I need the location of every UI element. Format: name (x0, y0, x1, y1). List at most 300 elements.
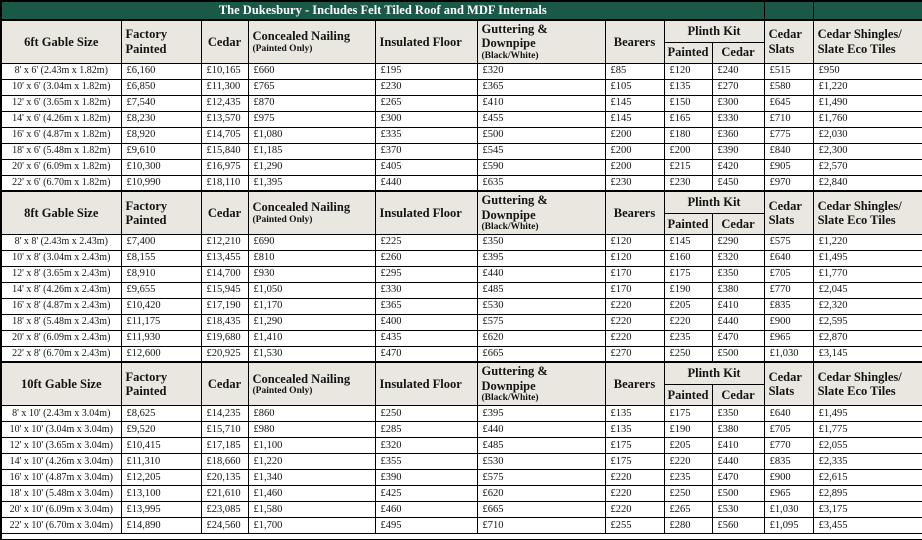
plinth-painted-cell: £180 (664, 127, 712, 143)
size-cell: 10' x 8' (3.04m x 2.43m) (1, 250, 121, 266)
concealed-nailing-cell: £660 (248, 63, 375, 79)
table-row (1, 111, 922, 127)
insulated-floor-cell: £425 (375, 486, 477, 502)
factory-painted-header: Factory Painted (121, 191, 201, 234)
cedar-cell: £11,300 (201, 79, 248, 95)
factory-painted-cell: £9,520 (121, 422, 201, 438)
cedar-shingles-cell: £1,775 (813, 422, 922, 438)
concealed-nailing-cell: £765 (248, 79, 375, 95)
guttering-cell: £395 (477, 250, 605, 266)
cedar-cell: £20,925 (201, 346, 248, 362)
cedar-cell: £12,435 (201, 95, 248, 111)
partial-row (1, 534, 922, 540)
concealed-nailing-cell: £1,340 (248, 470, 375, 486)
bearers-cell: £120 (605, 234, 664, 250)
page-title: The Dukesbury - Includes Felt Tiled Roof and MDF Internals (1, 1, 764, 20)
plinth-painted-cell: £235 (664, 470, 712, 486)
guttering-cell: £440 (477, 422, 605, 438)
plinth-cedar-cell: £440 (712, 314, 764, 330)
cedar-slats-cell: £970 (764, 175, 813, 191)
plinth-painted-header: Painted (664, 384, 712, 405)
factory-painted-cell: £10,415 (121, 438, 201, 454)
plinth-painted-cell: £280 (664, 518, 712, 534)
table-row (1, 346, 922, 362)
size-cell: 16' x 6' (4.87m x 1.82m) (1, 127, 121, 143)
cedar-slats-cell: £640 (764, 406, 813, 422)
size-cell: 20' x 10' (6.09m x 3.04m) (1, 502, 121, 518)
plinth-painted-cell: £135 (664, 79, 712, 95)
plinth-cedar-cell: £500 (712, 346, 764, 362)
plinth-cedar-cell: £440 (712, 454, 764, 470)
concealed-nailing-cell: £975 (248, 111, 375, 127)
cedar-cell: £13,570 (201, 111, 248, 127)
plinth-painted-cell: £215 (664, 159, 712, 175)
plinth-cedar-cell: £410 (712, 298, 764, 314)
insulated-floor-cell: £225 (375, 234, 477, 250)
table-row (1, 330, 922, 346)
bearers-cell: £175 (605, 454, 664, 470)
insulated-floor-cell: £355 (375, 454, 477, 470)
plinth-cedar-cell: £380 (712, 422, 764, 438)
guttering-cell: £530 (477, 298, 605, 314)
bearers-cell: £220 (605, 502, 664, 518)
cedar-cell: £20,135 (201, 470, 248, 486)
size-cell: 22' x 10' (6.70m x 3.04m) (1, 518, 121, 534)
concealed-nailing-header (248, 362, 375, 405)
section-rows-6ft (1, 63, 922, 191)
insulated-floor-cell: £295 (375, 266, 477, 282)
concealed-nailing-cell: £1,580 (248, 502, 375, 518)
insulated-floor-cell: £460 (375, 502, 477, 518)
table-row (1, 234, 922, 250)
cedar-shingles-cell: £1,490 (813, 95, 922, 111)
guttering-cell: £545 (477, 143, 605, 159)
guttering-cell: £635 (477, 175, 605, 191)
insulated-floor-cell: £370 (375, 143, 477, 159)
factory-painted-cell: £11,175 (121, 314, 201, 330)
plinth-cedar-cell: £290 (712, 234, 764, 250)
size-column-header: 8ft Gable Size (1, 191, 121, 234)
concealed-nailing-cell: £1,220 (248, 454, 375, 470)
plinth-cedar-cell: £350 (712, 406, 764, 422)
table-row (1, 298, 922, 314)
concealed-nailing-label: Concealed Nailing (252, 29, 351, 44)
cedar-slats-cell: £900 (764, 314, 813, 330)
factory-painted-cell: £6,160 (121, 63, 201, 79)
guttering-cell: £590 (477, 159, 605, 175)
bearers-cell: £145 (605, 111, 664, 127)
size-cell: 18' x 8' (5.48m x 2.43m) (1, 314, 121, 330)
size-column-header: 10ft Gable Size (1, 362, 121, 405)
guttering-header (477, 20, 605, 63)
factory-painted-cell: £12,600 (121, 346, 201, 362)
cedar-slats-cell: £840 (764, 143, 813, 159)
cedar-slats-cell: £645 (764, 95, 813, 111)
cedar-slats-cell: £965 (764, 486, 813, 502)
plinth-painted-cell: £265 (664, 502, 712, 518)
bearers-cell: £135 (605, 422, 664, 438)
plinth-cedar-cell: £560 (712, 518, 764, 534)
plinth-cedar-cell: £450 (712, 175, 764, 191)
cedar-slats-cell: £900 (764, 470, 813, 486)
bearers-cell: £220 (605, 486, 664, 502)
guttering-cell: £710 (477, 518, 605, 534)
table-title-row (1, 1, 922, 20)
cedar-slats-cell: £905 (764, 159, 813, 175)
guttering-cell: £500 (477, 127, 605, 143)
size-cell: 20' x 6' (6.09m x 1.82m) (1, 159, 121, 175)
insulated-floor-cell: £300 (375, 111, 477, 127)
table-row (1, 79, 922, 95)
cedar-shingles-cell: £2,055 (813, 438, 922, 454)
bearers-cell: £170 (605, 282, 664, 298)
cedar-slats-cell: £1,030 (764, 502, 813, 518)
concealed-nailing-sublabel: (Painted Only) (252, 43, 313, 54)
bearers-cell: £220 (605, 314, 664, 330)
insulated-floor-cell: £250 (375, 406, 477, 422)
guttering-cell: £410 (477, 95, 605, 111)
cedar-cell: £13,455 (201, 250, 248, 266)
bearers-cell: £230 (605, 175, 664, 191)
guttering-cell: £365 (477, 79, 605, 95)
factory-painted-cell: £8,910 (121, 266, 201, 282)
insulated-floor-cell: £405 (375, 159, 477, 175)
insulated-floor-cell: £435 (375, 330, 477, 346)
cedar-slats-cell: £770 (764, 438, 813, 454)
cedar-cell: £17,190 (201, 298, 248, 314)
cedar-cell: £15,710 (201, 422, 248, 438)
guttering-cell: £350 (477, 234, 605, 250)
cedar-slats-header: Cedar Slats (764, 362, 813, 405)
cedar-shingles-cell: £2,320 (813, 298, 922, 314)
guttering-cell: £575 (477, 470, 605, 486)
guttering-cell: £620 (477, 330, 605, 346)
table-row (1, 175, 922, 191)
section-header-8ft (1, 191, 922, 234)
cedar-cell: £21,610 (201, 486, 248, 502)
concealed-nailing-label: Concealed Nailing (252, 371, 351, 386)
concealed-nailing-header (248, 191, 375, 234)
size-cell: 14' x 10' (4.26m x 3.04m) (1, 454, 121, 470)
header-row (1, 20, 922, 42)
cedar-slats-cell: £580 (764, 79, 813, 95)
size-cell: 10' x 6' (3.04m x 1.82m) (1, 79, 121, 95)
concealed-nailing-cell: £1,530 (248, 346, 375, 362)
size-cell: 22' x 8' (6.70m x 2.43m) (1, 346, 121, 362)
plinth-painted-cell: £200 (664, 143, 712, 159)
cedar-shingles-cell: £1,495 (813, 250, 922, 266)
plinth-cedar-cell: £330 (712, 111, 764, 127)
table-row (1, 95, 922, 111)
cedar-cell: £16,975 (201, 159, 248, 175)
section-rows-8ft (1, 234, 922, 362)
bearers-cell: £255 (605, 518, 664, 534)
concealed-nailing-cell: £1,290 (248, 159, 375, 175)
plinth-kit-header: Plinth Kit (664, 20, 764, 42)
cedar-shingles-cell: £2,840 (813, 175, 922, 191)
factory-painted-cell: £8,920 (121, 127, 201, 143)
bearers-cell: £120 (605, 250, 664, 266)
guttering-cell: £665 (477, 346, 605, 362)
cedar-cell: £23,085 (201, 502, 248, 518)
cedar-shingles-cell: £2,335 (813, 454, 922, 470)
factory-painted-cell: £10,990 (121, 175, 201, 191)
bearers-cell: £200 (605, 127, 664, 143)
factory-painted-cell: £12,205 (121, 470, 201, 486)
plinth-painted-cell: £205 (664, 438, 712, 454)
plinth-cedar-header: Cedar (712, 384, 764, 405)
guttering-sublabel: (Black/White) (481, 221, 539, 232)
table-row (1, 454, 922, 470)
bearers-cell: £220 (605, 470, 664, 486)
factory-painted-cell: £10,420 (121, 298, 201, 314)
guttering-cell: £665 (477, 502, 605, 518)
factory-painted-cell: £9,655 (121, 282, 201, 298)
factory-painted-cell: £7,540 (121, 95, 201, 111)
size-cell: 12' x 8' (3.65m x 2.43m) (1, 266, 121, 282)
table-row (1, 266, 922, 282)
cedar-slats-cell: £710 (764, 111, 813, 127)
plinth-painted-header: Painted (664, 213, 712, 234)
cedar-shingles-header: Cedar Shingles/ Slate Eco Tiles (813, 191, 922, 234)
bearers-header: Bearers (605, 20, 664, 63)
cedar-shingles-cell: £2,570 (813, 159, 922, 175)
cedar-slats-cell: £835 (764, 454, 813, 470)
plinth-painted-cell: £145 (664, 234, 712, 250)
plinth-painted-cell: £175 (664, 406, 712, 422)
plinth-painted-cell: £205 (664, 298, 712, 314)
plinth-cedar-header: Cedar (712, 42, 764, 63)
plinth-cedar-cell: £350 (712, 266, 764, 282)
cedar-shingles-cell: £1,495 (813, 406, 922, 422)
concealed-nailing-cell: £980 (248, 422, 375, 438)
cedar-shingles-header: Cedar Shingles/ Slate Eco Tiles (813, 362, 922, 405)
cedar-header: Cedar (201, 362, 248, 405)
factory-painted-cell: £11,310 (121, 454, 201, 470)
plinth-painted-cell: £160 (664, 250, 712, 266)
cedar-cell: £15,840 (201, 143, 248, 159)
insulated-floor-cell: £230 (375, 79, 477, 95)
cedar-shingles-cell: £1,220 (813, 234, 922, 250)
concealed-nailing-label: Concealed Nailing (252, 200, 351, 215)
size-cell: 8' x 8' (2.43m x 2.43m) (1, 234, 121, 250)
title-bar (1, 1, 922, 20)
bearers-cell: £170 (605, 266, 664, 282)
size-cell: 22' x 6' (6.70m x 1.82m) (1, 175, 121, 191)
cedar-slats-cell: £1,095 (764, 518, 813, 534)
plinth-painted-cell: £220 (664, 314, 712, 330)
size-column-header: 6ft Gable Size (1, 20, 121, 63)
concealed-nailing-sublabel: (Painted Only) (252, 385, 313, 396)
cedar-cell: £24,560 (201, 518, 248, 534)
factory-painted-header: Factory Painted (121, 362, 201, 405)
cedar-shingles-cell: £2,030 (813, 127, 922, 143)
table-row (1, 502, 922, 518)
bearers-cell: £175 (605, 438, 664, 454)
plinth-painted-header: Painted (664, 42, 712, 63)
guttering-cell: £455 (477, 111, 605, 127)
concealed-nailing-cell: £1,080 (248, 127, 375, 143)
plinth-cedar-cell: £470 (712, 470, 764, 486)
section-header-10ft (1, 362, 922, 405)
partial-row-cell (1, 534, 922, 540)
factory-painted-cell: £9,610 (121, 143, 201, 159)
header-row (1, 191, 922, 213)
concealed-nailing-cell: £1,050 (248, 282, 375, 298)
concealed-nailing-cell: £870 (248, 95, 375, 111)
cedar-cell: £14,700 (201, 266, 248, 282)
size-cell: 18' x 10' (5.48m x 3.04m) (1, 486, 121, 502)
factory-painted-cell: £6,850 (121, 79, 201, 95)
concealed-nailing-cell: £1,395 (248, 175, 375, 191)
plinth-painted-cell: £190 (664, 422, 712, 438)
size-cell: 20' x 8' (6.09m x 2.43m) (1, 330, 121, 346)
cedar-cell: £19,680 (201, 330, 248, 346)
guttering-cell: £530 (477, 454, 605, 470)
concealed-nailing-cell: £1,460 (248, 486, 375, 502)
section-header-6ft (1, 20, 922, 63)
cedar-shingles-cell: £2,595 (813, 314, 922, 330)
cedar-slats-cell: £705 (764, 266, 813, 282)
concealed-nailing-cell: £860 (248, 406, 375, 422)
insulated-floor-cell: £390 (375, 470, 477, 486)
cedar-shingles-cell: £3,175 (813, 502, 922, 518)
plinth-kit-header: Plinth Kit (664, 191, 764, 213)
bearers-cell: £85 (605, 63, 664, 79)
guttering-sublabel: (Black/White) (481, 50, 539, 61)
section-rows-10ft (1, 406, 922, 534)
insulated-floor-cell: £470 (375, 346, 477, 362)
insulated-floor-cell: £495 (375, 518, 477, 534)
cedar-slats-header: Cedar Slats (764, 191, 813, 234)
cedar-slats-cell: £575 (764, 234, 813, 250)
cedar-shingles-cell: £2,045 (813, 282, 922, 298)
cedar-shingles-cell: £2,615 (813, 470, 922, 486)
plinth-painted-cell: £250 (664, 346, 712, 362)
plinth-painted-cell: £165 (664, 111, 712, 127)
insulated-floor-header: Insulated Floor (375, 191, 477, 234)
plinth-painted-cell: £175 (664, 266, 712, 282)
concealed-nailing-cell: £1,170 (248, 298, 375, 314)
concealed-nailing-cell: £1,290 (248, 314, 375, 330)
cedar-shingles-cell: £2,300 (813, 143, 922, 159)
guttering-cell: £395 (477, 406, 605, 422)
concealed-nailing-cell: £930 (248, 266, 375, 282)
cedar-shingles-cell: £950 (813, 63, 922, 79)
plinth-cedar-cell: £390 (712, 143, 764, 159)
cedar-shingles-cell: £3,145 (813, 346, 922, 362)
guttering-label: Guttering & Downpipe (481, 364, 548, 393)
cedar-cell: £15,945 (201, 282, 248, 298)
insulated-floor-cell: £260 (375, 250, 477, 266)
guttering-cell: £575 (477, 314, 605, 330)
insulated-floor-cell: £440 (375, 175, 477, 191)
factory-painted-cell: £8,230 (121, 111, 201, 127)
table-row (1, 470, 922, 486)
table-row (1, 314, 922, 330)
factory-painted-cell: £11,930 (121, 330, 201, 346)
plinth-cedar-cell: £500 (712, 486, 764, 502)
cedar-slats-cell: £1,030 (764, 346, 813, 362)
concealed-nailing-cell: £690 (248, 234, 375, 250)
guttering-sublabel: (Black/White) (481, 393, 539, 404)
cedar-header: Cedar (201, 191, 248, 234)
size-cell: 8' x 10' (2.43m x 3.04m) (1, 406, 121, 422)
bearers-header: Bearers (605, 191, 664, 234)
bearers-cell: £145 (605, 95, 664, 111)
cedar-header: Cedar (201, 20, 248, 63)
cedar-slats-header: Cedar Slats (764, 20, 813, 63)
cedar-slats-cell: £705 (764, 422, 813, 438)
plinth-cedar-cell: £470 (712, 330, 764, 346)
guttering-cell: £485 (477, 282, 605, 298)
bearers-cell: £220 (605, 298, 664, 314)
size-cell: 14' x 6' (4.26m x 1.82m) (1, 111, 121, 127)
table-row (1, 486, 922, 502)
cedar-shingles-cell: £2,895 (813, 486, 922, 502)
plinth-painted-cell: £230 (664, 175, 712, 191)
table-row (1, 127, 922, 143)
bearers-cell: £135 (605, 406, 664, 422)
cedar-slats-cell: £640 (764, 250, 813, 266)
table-row (1, 159, 922, 175)
cedar-shingles-header: Cedar Shingles/ Slate Eco Tiles (813, 20, 922, 63)
cedar-shingles-cell: £1,770 (813, 266, 922, 282)
plinth-painted-cell: £235 (664, 330, 712, 346)
factory-painted-header: Factory Painted (121, 20, 201, 63)
concealed-nailing-sublabel: (Painted Only) (252, 214, 313, 225)
table-row (1, 438, 922, 454)
factory-painted-cell: £13,995 (121, 502, 201, 518)
plinth-cedar-cell: £360 (712, 127, 764, 143)
insulated-floor-cell: £195 (375, 63, 477, 79)
insulated-floor-cell: £285 (375, 422, 477, 438)
concealed-nailing-cell: £1,410 (248, 330, 375, 346)
plinth-cedar-cell: £410 (712, 438, 764, 454)
cedar-cell: £10,165 (201, 63, 248, 79)
cedar-cell: £14,235 (201, 406, 248, 422)
concealed-nailing-cell: £810 (248, 250, 375, 266)
concealed-nailing-cell: £1,185 (248, 143, 375, 159)
bearers-header: Bearers (605, 362, 664, 405)
size-cell: 12' x 6' (3.65m x 1.82m) (1, 95, 121, 111)
factory-painted-cell: £8,155 (121, 250, 201, 266)
plinth-cedar-cell: £380 (712, 282, 764, 298)
size-cell: 18' x 6' (5.48m x 1.82m) (1, 143, 121, 159)
guttering-header (477, 191, 605, 234)
guttering-cell: £485 (477, 438, 605, 454)
cedar-slats-cell: £770 (764, 282, 813, 298)
guttering-label: Guttering & Downpipe (481, 22, 548, 51)
cedar-cell: £18,110 (201, 175, 248, 191)
factory-painted-cell: £7,400 (121, 234, 201, 250)
cedar-slats-cell: £515 (764, 63, 813, 79)
table-row (1, 63, 922, 79)
factory-painted-cell: £14,890 (121, 518, 201, 534)
bearers-cell: £270 (605, 346, 664, 362)
cedar-cell: £17,185 (201, 438, 248, 454)
size-cell: 12' x 10' (3.65m x 3.04m) (1, 438, 121, 454)
plinth-cedar-header: Cedar (712, 213, 764, 234)
plinth-cedar-cell: £300 (712, 95, 764, 111)
table-row (1, 250, 922, 266)
plinth-painted-cell: £120 (664, 63, 712, 79)
cedar-cell: £18,435 (201, 314, 248, 330)
guttering-cell: £440 (477, 266, 605, 282)
size-cell: 8' x 6' (2.43m x 1.82m) (1, 63, 121, 79)
cedar-shingles-cell: £1,220 (813, 79, 922, 95)
table-row (1, 406, 922, 422)
